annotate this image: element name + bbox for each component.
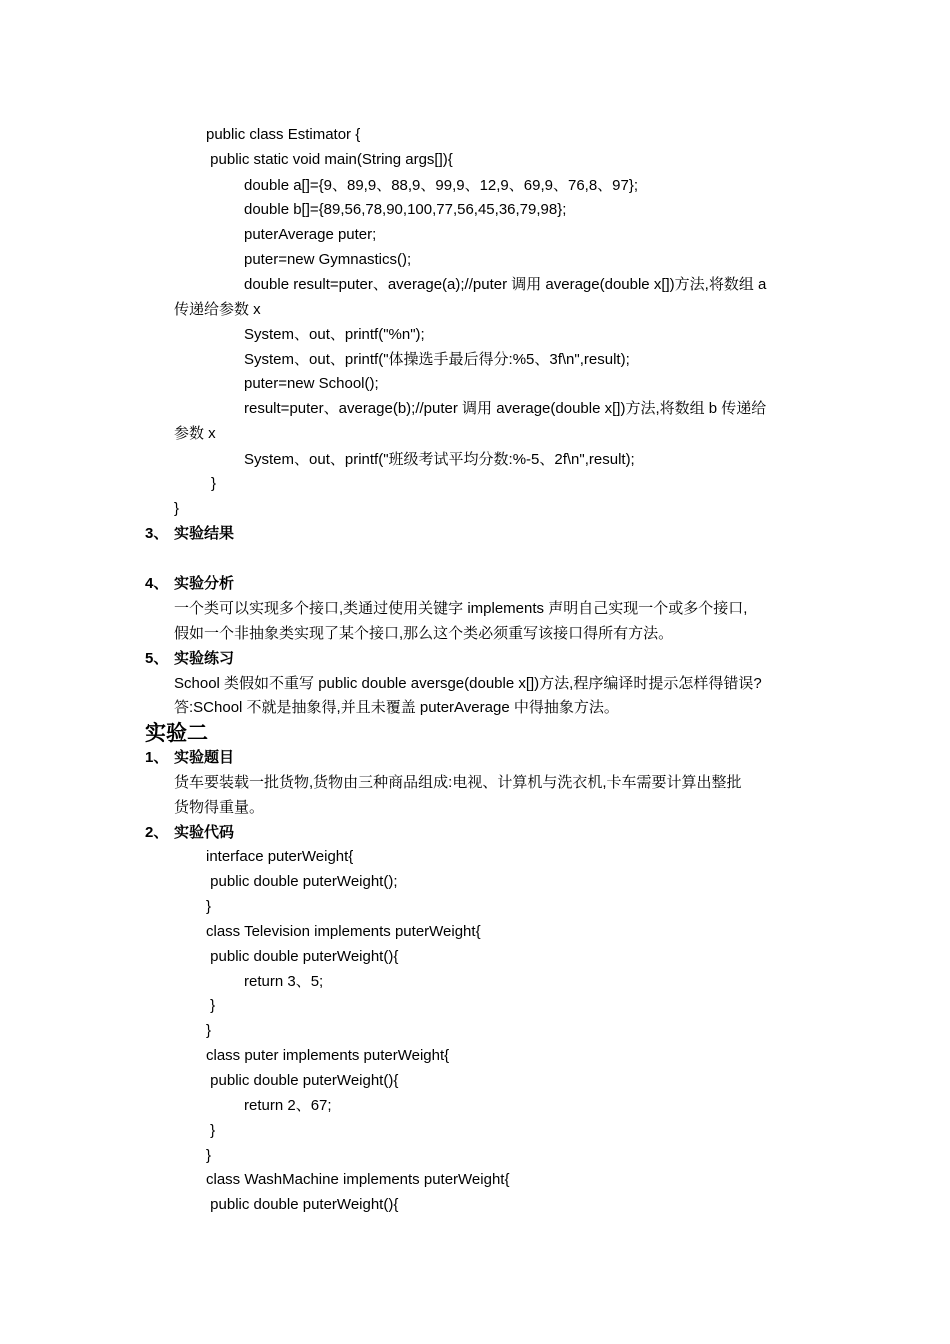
code-line: puter=new School(); xyxy=(244,375,379,392)
code-line: class puter implements puterWeight{ xyxy=(206,1047,450,1064)
section-number: 3、 xyxy=(145,525,169,542)
code-line: } xyxy=(206,1147,212,1164)
code-line: result=puter、average(b);//puter 调用 average(double x[])方法,将数组 b 传递给 xyxy=(244,400,767,417)
section-heading: 实验分析 xyxy=(174,575,235,592)
code-line: } xyxy=(206,898,212,915)
chapter-title: 实验二 xyxy=(145,722,208,745)
code-line: } xyxy=(174,500,180,517)
code-line: } xyxy=(206,997,216,1014)
code-line: return 2、67; xyxy=(244,1097,332,1114)
code-line: puter=new Gymnastics(); xyxy=(244,251,412,268)
code-line: double a[]={9、89,9、88,9、99,9、12,9、69,9、76,8、97}; xyxy=(244,177,639,194)
code-line: public double puterWeight(); xyxy=(206,873,398,890)
paragraph-line: 一个类可以实现多个接口,类通过使用关键字 implements 声明自己实现一个或多个接口, xyxy=(174,600,748,617)
paragraph-line: 假如一个非抽象类实现了某个接口,那么这个类必须重写该接口得所有方法。 xyxy=(174,625,674,642)
code-line: 参数 x xyxy=(174,425,216,442)
code-line: } xyxy=(206,1022,212,1039)
code-line: puterAverage puter; xyxy=(244,226,377,243)
code-line: } xyxy=(211,475,217,492)
code-line: System、out、printf("体操选手最后得分:%5、3f\n",result); xyxy=(244,351,630,368)
paragraph-line: 答:SChool 不就是抽象得,并且未覆盖 puterAverage 中得抽象方法。 xyxy=(174,699,619,716)
section-heading: 实验代码 xyxy=(174,824,235,841)
code-line: System、out、printf("%n"); xyxy=(244,326,425,343)
code-line: interface puterWeight{ xyxy=(206,848,354,865)
code-line: public static void main(String args[]){ xyxy=(206,151,453,168)
code-line: double result=puter、average(a);//puter 调用 average(double x[])方法,将数组 a xyxy=(244,276,767,293)
section-number: 5、 xyxy=(145,650,169,667)
section-number: 2、 xyxy=(145,824,169,841)
paragraph-line: 货车要装载一批货物,货物由三种商品组成:电视、计算机与洗衣机,卡车需要计算出整批 xyxy=(174,774,742,791)
code-line: class Television implements puterWeight{ xyxy=(206,923,481,940)
paragraph-line: 货物得重量。 xyxy=(174,799,265,816)
code-line: public double puterWeight(){ xyxy=(206,1196,399,1213)
code-line: 传递给参数 x xyxy=(174,301,261,318)
code-line: System、out、printf("班级考试平均分数:%-5、2f\n",result); xyxy=(244,451,635,468)
code-line: public double puterWeight(){ xyxy=(206,948,399,965)
section-heading: 实验练习 xyxy=(174,650,235,667)
code-line: class WashMachine implements puterWeight{ xyxy=(206,1171,510,1188)
section-number: 1、 xyxy=(145,749,169,766)
code-line: public class Estimator { xyxy=(206,126,361,143)
section-heading: 实验结果 xyxy=(174,525,235,542)
code-line: double b[]={89,56,78,90,100,77,56,45,36,79,98}; xyxy=(244,201,567,218)
code-line: } xyxy=(206,1122,216,1139)
section-number: 4、 xyxy=(145,575,169,592)
paragraph-line: School 类假如不重写 public double aversge(double x[])方法,程序编译时提示怎样得错误? xyxy=(174,675,762,692)
code-line: return 3、5; xyxy=(244,973,324,990)
section-heading: 实验题目 xyxy=(174,749,235,766)
code-line: public double puterWeight(){ xyxy=(206,1072,399,1089)
